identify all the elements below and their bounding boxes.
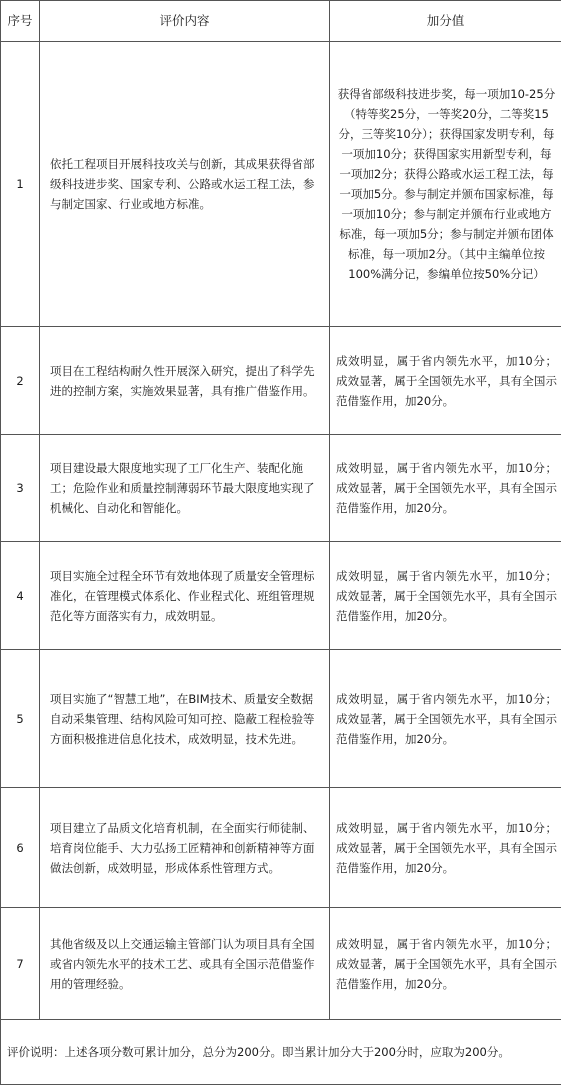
row-score: 成效明显，属于省内领先水平，加10分；成效显著，属于全国领先水平，具有全国示范借鉴作用，加20分。 (330, 788, 561, 908)
table-row (1, 42, 561, 327)
row-index: 1 (1, 42, 40, 327)
row-index: 3 (1, 435, 40, 542)
evaluation-note: 评价说明：上述各项分数可累计加分，总分为200分。即当累计加分大于200分时，应取为200分。 (1, 1020, 561, 1085)
header-content: 评价内容 (40, 1, 330, 42)
row-content: 项目实施了“智慧工地”，在BIM技术、质量安全数据自动采集管理、结构风险可知可控、隐蔽工程检验等方面积极推进信息化技术，成效明显，技术先进。 (40, 650, 330, 788)
table-row (1, 542, 561, 650)
header-row (1, 1, 561, 42)
table-row (1, 788, 561, 908)
row-score: 成效明显，属于省内领先水平，加10分；成效显著，属于全国领先水平，具有全国示范借鉴作用，加20分。 (330, 435, 561, 542)
header-score: 加分值 (330, 1, 561, 42)
row-score: 获得省部级科技进步奖，每一项加10-25分（特等奖25分，一等奖20分，二等奖15分，三等奖10分）；获得国家发明专利，每一项加10分；获得国家实用新型专利，每一项加2分；获得公路或水运工程工法，每一项加5分。参与制定并颁布国家标准，每一项加10分；参与制定并颁布行业或地方标准，每一项加5分；参与制定并颁布团体标准，每一项加2分。（其中主编单位按100%满分记，参编单位按50%分记） (330, 42, 561, 327)
row-content: 依托工程项目开展科技攻关与创新，其成果获得省部级科技进步奖、国家专利、公路或水运工程工法，参与制定国家、行业或地方标准。 (40, 42, 330, 327)
table-row (1, 327, 561, 435)
row-index: 2 (1, 327, 40, 435)
table-row (1, 435, 561, 542)
row-content: 项目在工程结构耐久性开展深入研究，提出了科学先进的控制方案，实施效果显著，具有推广借鉴作用。 (40, 327, 330, 435)
row-index: 4 (1, 542, 40, 650)
row-content: 项目建立了品质文化培育机制，在全面实行师徒制、培育岗位能手、大力弘扬工匠精神和创新精神等方面做法创新，成效明显，形成体系性管理方式。 (40, 788, 330, 908)
row-score: 成效明显，属于省内领先水平，加10分；成效显著，属于全国领先水平，具有全国示范借鉴作用，加20分。 (330, 542, 561, 650)
row-content: 其他省级及以上交通运输主管部门认为项目具有全国或省内领先水平的技术工艺、或具有全国示范借鉴作用的管理经验。 (40, 908, 330, 1020)
row-content: 项目实施全过程全环节有效地体现了质量安全管理标准化，在管理模式体系化、作业程式化、班组管理规范化等方面落实有力，成效明显。 (40, 542, 330, 650)
row-content: 项目建设最大限度地实现了工厂化生产、装配化施工；危险作业和质量控制薄弱环节最大限度地实现了机械化、自动化和智能化。 (40, 435, 330, 542)
row-score: 成效明显，属于省内领先水平，加10分；成效显著，属于全国领先水平，具有全国示范借鉴作用，加20分。 (330, 908, 561, 1020)
table-row (1, 908, 561, 1020)
footer-row (1, 1020, 561, 1085)
row-score: 成效明显，属于省内领先水平，加10分；成效显著，属于全国领先水平，具有全国示范借鉴作用，加20分。 (330, 327, 561, 435)
row-index: 6 (1, 788, 40, 908)
row-score: 成效明显，属于省内领先水平，加10分；成效显著，属于全国领先水平，具有全国示范借鉴作用，加20分。 (330, 650, 561, 788)
header-index: 序号 (1, 1, 40, 42)
row-index: 7 (1, 908, 40, 1020)
row-index: 5 (1, 650, 40, 788)
table-row (1, 650, 561, 788)
